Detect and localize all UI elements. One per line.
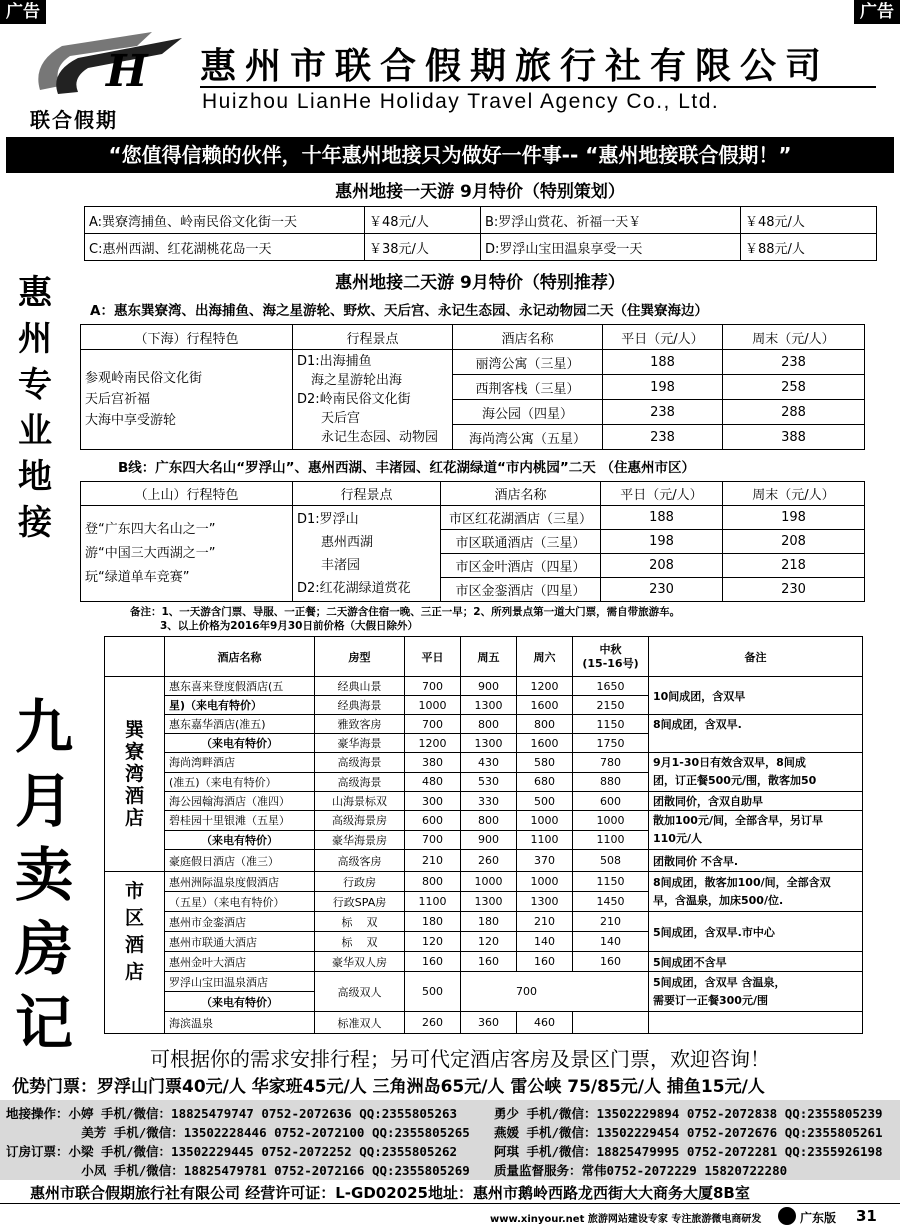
remark-cell: 10间成团，含双早 <box>649 677 863 715</box>
price-cell: 580 <box>517 753 573 773</box>
header-divider <box>200 86 876 88</box>
room-type: 高级双人 <box>315 972 405 1012</box>
weekday-price: 188 <box>601 506 723 530</box>
price-cell: 1300 <box>461 734 517 753</box>
remark-cell: 团散同价 不含早. <box>649 850 863 872</box>
weekend-price: 218 <box>723 554 865 578</box>
hotel-name: 惠州市金銮酒店 <box>165 912 315 932</box>
price-cell: 800 <box>405 872 461 892</box>
header-cell: 平日（元/人） <box>601 482 723 506</box>
contact-row: 美芳 手机/微信：13502228446 0752-2072100 QQ:2355805265 <box>6 1125 470 1140</box>
hotel-name: 惠州市联通大酒店 <box>165 932 315 952</box>
weekend-price: 230 <box>723 578 865 602</box>
spot-item: 丰渚园 <box>321 557 361 573</box>
spot-item: D1:出海捕鱼 <box>297 354 372 369</box>
weekday-price: 230 <box>601 578 723 602</box>
price-cell: 1000 <box>405 696 461 715</box>
table-row <box>105 952 863 972</box>
price-cell: 260 <box>461 850 517 872</box>
feature-item: 登“广东四大名山之一” <box>85 521 216 537</box>
header-cell: 行程景点 <box>293 482 441 506</box>
price-cell: 1150 <box>573 872 649 892</box>
price-cell: 780 <box>573 753 649 773</box>
spot-item: 天后宫 <box>321 411 361 426</box>
hotel-name: 市区金叶酒店（四星） <box>441 554 601 578</box>
tour-name: C:惠州西湖、红花湖桃花岛一天 <box>85 234 365 261</box>
hotel-sub: （来电有特价） <box>165 734 315 753</box>
weekday-price: 238 <box>603 400 723 425</box>
svg-text:H: H <box>106 46 148 97</box>
contact-row: 地接操作：小婷 手机/微信：18825479747 0752-2072636 QQ:2355805263 <box>6 1106 458 1121</box>
price-cell: 1300 <box>461 892 517 912</box>
price-cell: 120 <box>405 932 461 952</box>
hotel-name: 惠州金叶大酒店 <box>165 952 315 972</box>
header-room: 房型 <box>315 637 405 677</box>
price-cell: 1000 <box>517 811 573 831</box>
route-a-title: A：惠东巽寮湾、出海捕鱼、海之星游轮、野炊、天后宫、永记生态园、永记动物园二天（住巽寮海边） <box>90 303 708 319</box>
route-spots <box>293 506 441 602</box>
tour-note-2: 3、以上价格为2016年9月30日前价格（大假日除外） <box>160 620 418 632</box>
route-features <box>81 506 293 602</box>
feature-item: 大海中享受游轮 <box>85 413 177 428</box>
contact-row: 小凤 手机/微信：18825479781 0752-2072166 QQ:2355805269 <box>6 1163 470 1178</box>
route-b-title: B线：广东四大名山“罗浮山”、惠州西湖、丰渚园、红花湖绿道“市内桃园”二天 （住惠州市区） <box>118 460 695 476</box>
room-type: 高级海景 <box>315 772 405 792</box>
room-type: 高级海景房 <box>315 811 405 831</box>
spot-item: 惠州西湖 <box>321 534 374 550</box>
price-cell: 700 <box>405 677 461 696</box>
remark-cell: 团散同价，含双自助早 <box>649 792 863 811</box>
header-cell: 周末（元/人） <box>723 482 865 506</box>
hotel-sub: (准五)（来电有特价） <box>165 772 315 792</box>
tour-price: ￥48元/人 <box>365 207 481 234</box>
price-cell: 500 <box>405 972 461 1012</box>
hotel-name: 海尚湾畔酒店 <box>165 753 315 773</box>
ad-label-right: 广告 <box>854 0 900 24</box>
room-type: 标 双 <box>315 912 405 932</box>
room-type: 标准双人 <box>315 1012 405 1034</box>
tour-note-1: 备注：1、一天游含门票、导服、一正餐；二天游含住宿一晚、三正一早；2、所列景点第一道大门票，需自带旅游车。 <box>130 606 681 618</box>
tour-price: ￥38元/人 <box>365 234 481 261</box>
hotel-sub: （来电有特价） <box>165 830 315 850</box>
feature-item: 天后宫祈福 <box>85 392 151 407</box>
price-cell: 140 <box>517 932 573 952</box>
footer-company-line: 惠州市联合假期旅行社有限公司 经营许可证：L-GD02025地址：惠州市鹅岭西路龙西街大大商务大厦8B室 <box>30 1184 750 1202</box>
side-title-local: 惠 州 专 业 地 接 <box>18 273 52 543</box>
table-row <box>105 872 863 892</box>
feature-item: 游“中国三大西湖之一” <box>85 545 216 561</box>
room-type: 经典海景 <box>315 696 405 715</box>
tour-price: ￥48元/人 <box>741 207 877 234</box>
one-day-row <box>85 234 877 261</box>
hotel-name: 惠东嘉华酒店(准五) <box>165 715 315 734</box>
price-cell: 330 <box>461 792 517 811</box>
one-day-row <box>85 207 877 234</box>
price-cell: 360 <box>461 1012 517 1034</box>
price-cell: 880 <box>573 772 649 792</box>
spot-item: D2:红花湖绿道赏花 <box>297 580 411 596</box>
header-cell: 行程景点 <box>293 325 453 350</box>
logo-text: 联合假期 <box>30 108 118 132</box>
spot-item: D2:岭南民俗文化街 <box>297 392 411 407</box>
room-type: 豪华双人房 <box>315 952 405 972</box>
table-header <box>81 482 865 506</box>
room-type: 高级海景 <box>315 753 405 773</box>
hotel-name: 碧桂园十里银滩（五星） <box>165 811 315 831</box>
price-cell: 1000 <box>573 811 649 831</box>
remark-cell: 5间成团，含双早 含温泉， 需要订一正餐300元/围 <box>649 972 863 1012</box>
weekday-price: 238 <box>603 425 723 450</box>
hotel-name: 惠东喜来登度假酒店(五 <box>165 677 315 696</box>
footer-edition: 广东版 <box>800 1211 837 1225</box>
room-type: 山海景标双 <box>315 792 405 811</box>
price-cell: 1000 <box>517 872 573 892</box>
header-cell: （上山）行程特色 <box>81 482 293 506</box>
weekday-price: 198 <box>601 530 723 554</box>
footer-divider <box>0 1203 900 1204</box>
hotel-name: 市区红花湖酒店（三星） <box>441 506 601 530</box>
price-cell: 900 <box>461 830 517 850</box>
price-cell: 800 <box>461 811 517 831</box>
ad-label-left: 广告 <box>0 0 46 24</box>
group-label-xunliao: 巽 寮 湾 酒 店 <box>105 677 165 872</box>
hotel-sub: （五星）（来电有特价） <box>165 892 315 912</box>
contact-row: 阿琪 手机/微信：18825479995 0752-2072281 QQ:2355926198 <box>494 1144 883 1159</box>
price-cell: 1100 <box>517 830 573 850</box>
price-cell: 1300 <box>461 696 517 715</box>
price-cell: 210 <box>573 912 649 932</box>
price-cell: 180 <box>461 912 517 932</box>
price-cell: 1600 <box>517 696 573 715</box>
contact-row: 订房订票：小梁 手机/微信：13502229445 0752-2072252 QQ:2355805262 <box>6 1144 458 1159</box>
table-row <box>105 1012 863 1034</box>
price-cell: 160 <box>517 952 573 972</box>
page-number: 31 <box>856 1207 877 1225</box>
table-row <box>105 912 863 932</box>
table-row <box>81 350 865 375</box>
header-cell: 周末（元/人） <box>723 325 865 350</box>
remark-cell: 8间成团，散客加100/间，全部含双 早，含温泉，加床500/位. <box>649 872 863 912</box>
spot-item: 海之星游轮出海 <box>311 373 403 388</box>
price-cell: 700 <box>405 715 461 734</box>
hotel-name: 市区联通酒店（三星） <box>441 530 601 554</box>
price-cell: 120 <box>461 932 517 952</box>
table-row <box>105 972 863 992</box>
header-mid-autumn: 中秋 (15-16号) <box>573 637 649 677</box>
weekday-price: 208 <box>601 554 723 578</box>
header-remark: 备注 <box>649 637 863 677</box>
hotel-name: 海滨温泉 <box>165 1012 315 1034</box>
price-cell: 800 <box>517 715 573 734</box>
table-row <box>105 753 863 773</box>
company-name-en: Huizhou LianHe Holiday Travel Agency Co., Ltd. <box>202 90 720 113</box>
contact-row: 燕媛 手机/微信：13502229454 0752-2072676 QQ:2355805261 <box>494 1125 883 1140</box>
price-cell: 1200 <box>517 677 573 696</box>
price-cell: 160 <box>405 952 461 972</box>
room-type: 豪华海景 <box>315 734 405 753</box>
edition-badge-icon <box>778 1207 796 1225</box>
tour-price: ￥88元/人 <box>741 234 877 261</box>
room-type: 高级客房 <box>315 850 405 872</box>
price-cell: 300 <box>405 792 461 811</box>
one-day-table <box>84 206 877 261</box>
price-cell: 480 <box>405 772 461 792</box>
contact-row: 勇少 手机/微信：13502229894 0752-2072838 QQ:2355805239 <box>494 1106 883 1121</box>
table-row <box>105 811 863 831</box>
tour-name: D:罗浮山宝田温泉享受一天 <box>481 234 741 261</box>
hotel-name: 海公园翰海酒店（准四） <box>165 792 315 811</box>
hotel-name: 海尚湾公寓（五星） <box>453 425 603 450</box>
header-hotel: 酒店名称 <box>165 637 315 677</box>
header-cell: （下海）行程特色 <box>81 325 293 350</box>
price-cell: 210 <box>517 912 573 932</box>
header-weekday: 平日 <box>405 637 461 677</box>
footer-site: www.xinyour.net 旅游网站建设专家 专注旅游微电商研发 <box>490 1214 762 1225</box>
price-cell: 1450 <box>573 892 649 912</box>
route-features <box>81 350 293 450</box>
weekday-price: 198 <box>603 375 723 400</box>
price-cell: 460 <box>517 1012 573 1034</box>
hotel-name: 惠州洲际温泉度假酒店 <box>165 872 315 892</box>
weekend-price: 238 <box>723 350 865 375</box>
price-cell: 530 <box>461 772 517 792</box>
price-cell: 1100 <box>405 892 461 912</box>
price-cell: 500 <box>517 792 573 811</box>
weekend-price: 388 <box>723 425 865 450</box>
price-cell: 160 <box>461 952 517 972</box>
price-cell: 1000 <box>461 872 517 892</box>
price-cell: 1300 <box>517 892 573 912</box>
hotel-name: 市区金銮酒店（四星） <box>441 578 601 602</box>
side-title-september: 九 月 卖 房 记 <box>14 693 73 1057</box>
logo-icon <box>22 28 192 106</box>
group-label-city: 市 区 酒 店 <box>105 872 165 1034</box>
weekend-price: 258 <box>723 375 865 400</box>
weekend-price: 208 <box>723 530 865 554</box>
hotel-sub: （来电有特价） <box>165 992 315 1012</box>
header-cell: 酒店名称 <box>453 325 603 350</box>
table-row <box>81 506 865 530</box>
company-logo <box>22 28 192 132</box>
hotel-name: 西荆客栈（三星） <box>453 375 603 400</box>
room-type: 行政房 <box>315 872 405 892</box>
tickets-line: 优势门票：罗浮山门票40元/人 华家班45元/人 三角洲岛65元/人 雷公峡 75/85元/人 捕鱼15元/人 <box>12 1077 765 1097</box>
table-header <box>105 637 863 677</box>
price-cell: 180 <box>405 912 461 932</box>
table-row <box>105 792 863 811</box>
header-saturday: 周六 <box>517 637 573 677</box>
hotel-price-table <box>104 636 863 1034</box>
price-cell: 800 <box>461 715 517 734</box>
price-cell: 380 <box>405 753 461 773</box>
slogan-banner: “您值得信赖的伙伴，十年惠州地接只为做好一件事-- “惠州地接联合假期！” <box>6 137 894 173</box>
hotel-name: 豪庭假日酒店（准三） <box>165 850 315 872</box>
tour-name: B:罗浮山赏花、祈福一天￥ <box>481 207 741 234</box>
two-day-title: 惠州地接二天游 9月特价（特别推荐） <box>335 273 625 293</box>
one-day-title: 惠州地接一天游 9月特价（特别策划） <box>335 182 625 202</box>
price-cell: 700 <box>405 830 461 850</box>
hotel-name: 海公园（四星） <box>453 400 603 425</box>
price-cell: 2150 <box>573 696 649 715</box>
remark-cell: 9月1-30日有效含双早，8间成 团，订正餐500元/围，散客加50 <box>649 753 863 792</box>
room-type: 行政SPA房 <box>315 892 405 912</box>
contact-row: 质量监督服务：常伟0752-2072229 15820722280 <box>494 1163 788 1178</box>
feature-item: 玩“绿道单车竞赛” <box>85 569 190 585</box>
table-row <box>105 677 863 696</box>
room-type: 豪华海景房 <box>315 830 405 850</box>
price-cell: 1150 <box>573 715 649 734</box>
price-cell: 680 <box>517 772 573 792</box>
remark-cell: 8间成团，含双早. <box>649 715 863 753</box>
room-type: 雅致客房 <box>315 715 405 734</box>
price-cell: 370 <box>517 850 573 872</box>
price-cell: 210 <box>405 850 461 872</box>
price-cell: 1650 <box>573 677 649 696</box>
hotel-name: 罗浮山宝田温泉酒店 <box>165 972 315 992</box>
feature-item: 参观岭南民俗文化街 <box>85 371 203 386</box>
price-cell: 160 <box>573 952 649 972</box>
weekend-price: 198 <box>723 506 865 530</box>
remark-cell: 5间成团不含早 <box>649 952 863 972</box>
header-cell: 酒店名称 <box>441 482 601 506</box>
route-b-table <box>80 481 865 602</box>
price-cell: 600 <box>573 792 649 811</box>
price-cell: 900 <box>461 677 517 696</box>
price-cell: 1200 <box>405 734 461 753</box>
price-cell: 1100 <box>573 830 649 850</box>
route-a-table <box>80 324 865 450</box>
table-row <box>105 715 863 734</box>
room-type: 标 双 <box>315 932 405 952</box>
hotel-name: 丽湾公寓（三星） <box>453 350 603 375</box>
company-name-cn: 惠州市联合假期旅行社有限公司 <box>200 45 831 87</box>
header-cell: 平日（元/人） <box>603 325 723 350</box>
consult-line: 可根据你的需求安排行程；另可代定酒店客房及景区门票，欢迎咨询！ <box>150 1047 770 1071</box>
price-cell-merged: 700 <box>461 972 649 1012</box>
price-cell: 508 <box>573 850 649 872</box>
price-cell: 600 <box>405 811 461 831</box>
room-type: 经典山景 <box>315 677 405 696</box>
table-header <box>81 325 865 350</box>
spot-item: 永记生态园、动物园 <box>321 430 439 445</box>
price-cell: 260 <box>405 1012 461 1034</box>
header-friday: 周五 <box>461 637 517 677</box>
remark-cell: 5间成团，含双早.市中心 <box>649 912 863 952</box>
weekday-price: 188 <box>603 350 723 375</box>
price-cell: 140 <box>573 932 649 952</box>
hotel-sub: 星)（来电有特价） <box>165 696 315 715</box>
route-spots <box>293 350 453 450</box>
tour-name: A:巽寮湾捕鱼、岭南民俗文化街一天 <box>85 207 365 234</box>
remark-cell: 散加100元/间，全部含早，另订早 110元/人 <box>649 811 863 850</box>
price-cell: 1600 <box>517 734 573 753</box>
spot-item: D1:罗浮山 <box>297 511 359 527</box>
price-cell: 1750 <box>573 734 649 753</box>
price-cell: 430 <box>461 753 517 773</box>
weekend-price: 288 <box>723 400 865 425</box>
table-row <box>105 850 863 872</box>
